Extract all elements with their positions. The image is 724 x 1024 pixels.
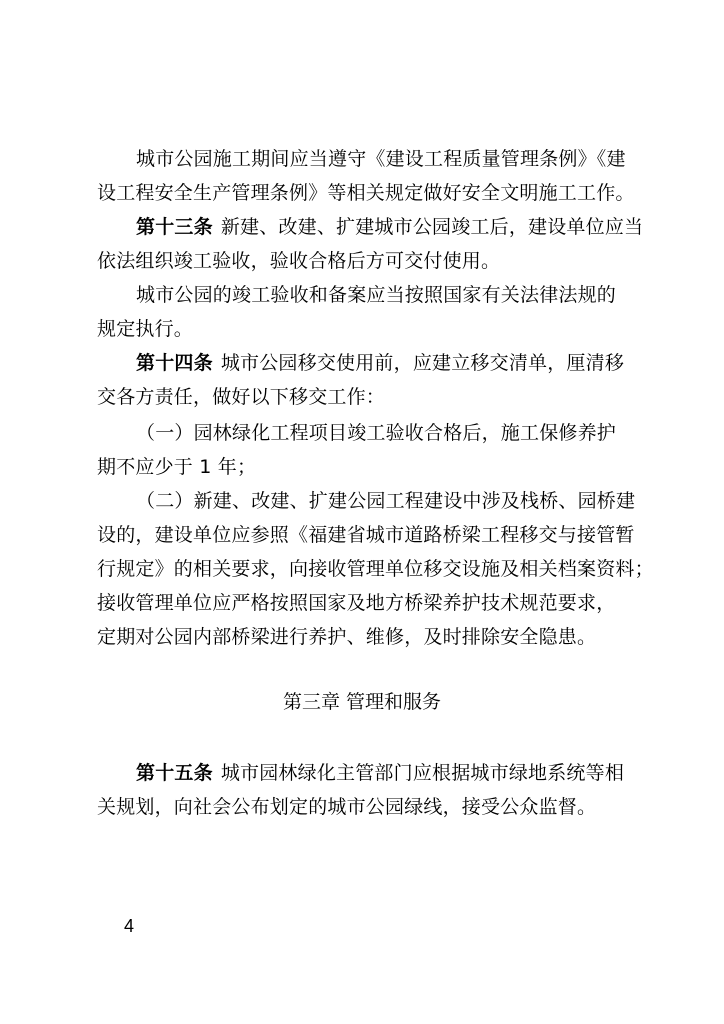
item-2-line-5: 定期对公园内部桥梁进行养护、维修，及时排除安全隐患。	[97, 626, 597, 648]
article-14-text-1: 城市公园移交使用前，应建立移交清单，厘清移	[220, 352, 625, 374]
paragraph-2-line-2: 规定执行。	[97, 318, 194, 340]
paragraph-1-line-1: 城市公园施工期间应当遵守《建设工程质量管理条例》《建	[136, 148, 626, 170]
article-13-line-2: 依法组织竣工验收，验收合格后方可交付使用。	[97, 250, 501, 272]
article-13-text-1: 新建、改建、扩建城市公园竣工后，建设单位应当	[220, 216, 644, 238]
article-14-line-1	[136, 351, 624, 375]
item-1-line-2: 期不应少于 1 年；	[97, 456, 257, 478]
article-13-line-1	[136, 215, 643, 239]
paragraph-2-line-1: 城市公园的竣工验收和备案应当按照国家有关法律法规的	[136, 284, 617, 306]
item-2-line-4: 接收管理单位应严格按照国家及地方桥梁养护技术规范要求，	[97, 592, 616, 614]
page-number: 4	[124, 916, 135, 936]
article-15-text-1: 城市园林绿化主管部门应根据城市绿地系统等相	[220, 762, 625, 784]
article-15-line-1	[136, 761, 624, 785]
article-15-line-2: 关规划，向社会公布划定的城市公园绿线，接受公众监督。	[97, 796, 597, 818]
item-2-line-3: 行规定》的相关要求，向接收管理单位移交设施及相关档案资料；	[97, 558, 654, 580]
paragraph-1-line-2: 设工程安全生产管理条例》等相关规定做好安全文明施工工作。	[97, 182, 635, 204]
article-13-label: 第十三条	[136, 216, 213, 238]
item-2-line-2: 设的，建设单位应参照《福建省城市道路桥梁工程移交与接管暂	[97, 524, 635, 546]
chapter-heading: 第三章 管理和服务	[282, 691, 442, 713]
article-14-line-2: 交各方责任，做好以下移交工作：	[97, 386, 386, 408]
item-1-line-1: （一）园林绿化工程项目竣工验收合格后，施工保修养护	[136, 422, 617, 444]
article-14-label: 第十四条	[136, 352, 213, 374]
item-2-line-1: （二）新建、改建、扩建公园工程建设中涉及栈桥、园桥建	[136, 490, 636, 512]
article-15-label: 第十五条	[136, 762, 213, 784]
